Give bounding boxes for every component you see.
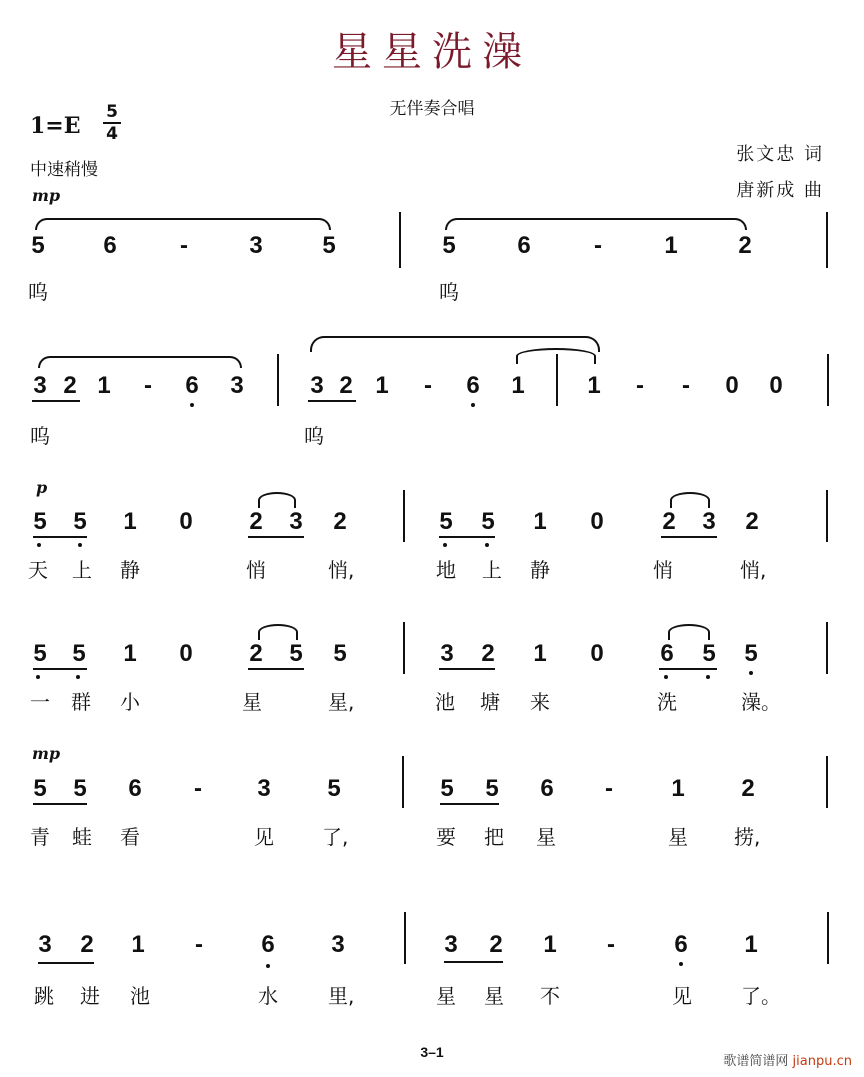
note: 1	[587, 372, 601, 399]
lyric: 群	[71, 690, 91, 714]
lyric: 呜	[304, 424, 324, 448]
watermark-url: jianpu.cn	[792, 1054, 852, 1069]
lyric: 青	[30, 825, 50, 849]
note: 2	[741, 775, 755, 802]
dash: -	[682, 372, 690, 399]
barline	[556, 354, 558, 406]
note: 2	[738, 232, 752, 259]
lyric: 悄,	[740, 558, 767, 582]
lyric: 呜	[30, 424, 50, 448]
note: 5	[289, 640, 303, 667]
note: 6	[540, 775, 554, 802]
rest: 0	[725, 372, 739, 399]
note: 2	[249, 640, 263, 667]
note: 2	[333, 508, 347, 535]
note: 6	[103, 232, 117, 259]
lyric: 星	[536, 825, 556, 849]
low-octave-dot	[664, 675, 668, 679]
tie	[258, 624, 298, 640]
note: 1	[375, 372, 389, 399]
note: 1	[533, 508, 547, 535]
rest: 0	[769, 372, 783, 399]
dash: -	[594, 232, 602, 259]
note-low: 5	[439, 508, 453, 535]
lyric: 里,	[328, 984, 355, 1008]
lyric: 呜	[439, 280, 459, 304]
lyric: 一	[30, 690, 50, 714]
barline	[826, 212, 828, 268]
note-low: 6	[674, 931, 688, 958]
time-denominator: 4	[106, 124, 118, 144]
note: 1	[543, 931, 557, 958]
note: 2	[80, 931, 94, 958]
lyric: 静	[120, 558, 140, 582]
subtitle: 无伴奏合唱	[389, 99, 475, 119]
lyric: 小	[120, 690, 140, 714]
lyric: 了。	[741, 984, 781, 1008]
barline	[826, 622, 828, 674]
note: 1	[511, 372, 525, 399]
eighth-underline	[32, 400, 80, 402]
note-low: 5	[33, 640, 47, 667]
page-number: 3–1	[420, 1044, 444, 1060]
note: 3	[331, 931, 345, 958]
slur	[35, 218, 331, 230]
low-octave-dot	[706, 675, 710, 679]
eighth-underline	[439, 668, 495, 670]
note: 2	[662, 508, 676, 535]
barline	[402, 756, 404, 808]
tempo-marking: 中速稍慢	[30, 160, 98, 180]
note: 1	[131, 931, 145, 958]
eighth-underline	[661, 536, 717, 538]
lyric: 进	[80, 984, 100, 1008]
note: 1	[123, 640, 137, 667]
low-octave-dot	[37, 543, 41, 547]
low-octave-dot	[679, 962, 683, 966]
note: 3	[444, 931, 458, 958]
barline	[826, 756, 828, 808]
rest: 0	[590, 508, 604, 535]
note: 3	[702, 508, 716, 535]
note: 3	[310, 372, 324, 399]
dash: -	[424, 372, 432, 399]
composer-credit: 唐新成 曲	[736, 180, 824, 201]
low-octave-dot	[78, 543, 82, 547]
lyric: 捞,	[734, 825, 761, 849]
rest: 0	[590, 640, 604, 667]
rest: 0	[179, 640, 193, 667]
dash: -	[194, 775, 202, 802]
lyric: 见	[254, 825, 274, 849]
dynamic-p: p	[36, 478, 48, 497]
lyric: 把	[484, 825, 504, 849]
eighth-underline	[33, 536, 87, 538]
lyric: 星	[436, 984, 456, 1008]
note: 2	[481, 640, 495, 667]
song-title: 星星洗澡	[332, 29, 532, 75]
note-low: 5	[744, 640, 758, 667]
note: 5	[333, 640, 347, 667]
note: 5	[440, 775, 454, 802]
lyric: 悄,	[328, 558, 355, 582]
lyric: 了,	[322, 825, 349, 849]
lyric: 天	[28, 558, 48, 582]
note: 3	[38, 931, 52, 958]
note: 6	[128, 775, 142, 802]
rest: 0	[179, 508, 193, 535]
lyric: 蛙	[72, 825, 92, 849]
lyric: 看	[120, 825, 140, 849]
note: 1	[671, 775, 685, 802]
note-low: 6	[466, 372, 480, 399]
note: 1	[744, 931, 758, 958]
dynamic-mp: mp	[32, 744, 61, 763]
eighth-underline	[439, 536, 495, 538]
note: 3	[257, 775, 271, 802]
note: 2	[489, 931, 503, 958]
note: 2	[63, 372, 77, 399]
note: 3	[33, 372, 47, 399]
note: 3	[440, 640, 454, 667]
dash: -	[195, 931, 203, 958]
lyric: 跳	[34, 984, 54, 1008]
lyric: 星	[484, 984, 504, 1008]
barline	[399, 212, 401, 268]
lyric: 见	[672, 984, 692, 1008]
note: 1	[123, 508, 137, 535]
tie	[670, 492, 710, 508]
watermark-text: 歌谱简谱网	[723, 1054, 789, 1069]
eighth-underline	[38, 962, 94, 964]
lyric: 来	[530, 690, 550, 714]
lyric: 星	[668, 825, 688, 849]
note: 1	[533, 640, 547, 667]
eighth-underline	[440, 803, 499, 805]
lyric: 澡。	[741, 690, 781, 714]
note: 5	[33, 775, 47, 802]
note-low: 6	[660, 640, 674, 667]
lyric: 洗	[657, 690, 677, 714]
lyric: 池	[130, 984, 150, 1008]
barline	[404, 912, 406, 964]
low-octave-dot	[485, 543, 489, 547]
lyric: 塘	[480, 690, 500, 714]
lyric: 星,	[328, 690, 355, 714]
note: 1	[664, 232, 678, 259]
lyric: 上	[482, 558, 502, 582]
eighth-underline	[33, 668, 87, 670]
note: 3	[230, 372, 244, 399]
slur	[38, 356, 242, 368]
barline	[277, 354, 279, 406]
tie	[668, 624, 710, 640]
lyric: 地	[436, 558, 456, 582]
lyric: 呜	[28, 280, 48, 304]
barline	[403, 622, 405, 674]
dash: -	[144, 372, 152, 399]
eighth-underline	[444, 961, 503, 963]
note-low: 5	[481, 508, 495, 535]
note: 2	[249, 508, 263, 535]
note: 5	[327, 775, 341, 802]
low-octave-dot	[36, 675, 40, 679]
lyric: 上	[72, 558, 92, 582]
eighth-underline	[248, 536, 304, 538]
low-octave-dot	[190, 403, 194, 407]
note-low: 5	[33, 508, 47, 535]
time-signature	[103, 103, 121, 143]
lyric: 不	[540, 984, 560, 1008]
low-octave-dot	[266, 964, 270, 968]
watermark	[723, 1050, 852, 1069]
barline	[403, 490, 405, 542]
note: 6	[517, 232, 531, 259]
tie	[258, 492, 296, 508]
note-low: 5	[73, 508, 87, 535]
lyric: 悄	[246, 558, 266, 582]
note-low: 6	[261, 931, 275, 958]
barline	[827, 912, 829, 964]
eighth-underline	[248, 668, 304, 670]
note: 5	[322, 232, 336, 259]
key-signature: 1=E	[30, 113, 81, 139]
time-numerator: 5	[106, 102, 118, 122]
note: 1	[97, 372, 111, 399]
lyric: 要	[436, 825, 456, 849]
note: 3	[289, 508, 303, 535]
dash: -	[180, 232, 188, 259]
low-octave-dot	[76, 675, 80, 679]
lyricist-credit: 张文忠 词	[736, 144, 824, 165]
lyric: 池	[435, 690, 455, 714]
note: 5	[442, 232, 456, 259]
dash: -	[605, 775, 613, 802]
barline	[827, 354, 829, 406]
eighth-underline	[308, 400, 356, 402]
lyric: 静	[530, 558, 550, 582]
note: 5	[73, 775, 87, 802]
eighth-underline	[33, 803, 87, 805]
lyric: 水	[258, 984, 278, 1008]
low-octave-dot	[749, 671, 753, 675]
note: 2	[339, 372, 353, 399]
dash: -	[636, 372, 644, 399]
low-octave-dot	[443, 543, 447, 547]
note-low: 5	[72, 640, 86, 667]
low-octave-dot	[471, 403, 475, 407]
note: 3	[249, 232, 263, 259]
dash: -	[607, 931, 615, 958]
lyric: 悄	[653, 558, 673, 582]
barline	[826, 490, 828, 542]
dynamic-mp: mp	[32, 186, 61, 205]
lyric: 星	[242, 690, 262, 714]
note: 2	[745, 508, 759, 535]
note-low: 5	[702, 640, 716, 667]
note-low: 6	[185, 372, 199, 399]
eighth-underline	[659, 668, 717, 670]
note: 5	[31, 232, 45, 259]
note: 5	[485, 775, 499, 802]
slur	[445, 218, 747, 230]
